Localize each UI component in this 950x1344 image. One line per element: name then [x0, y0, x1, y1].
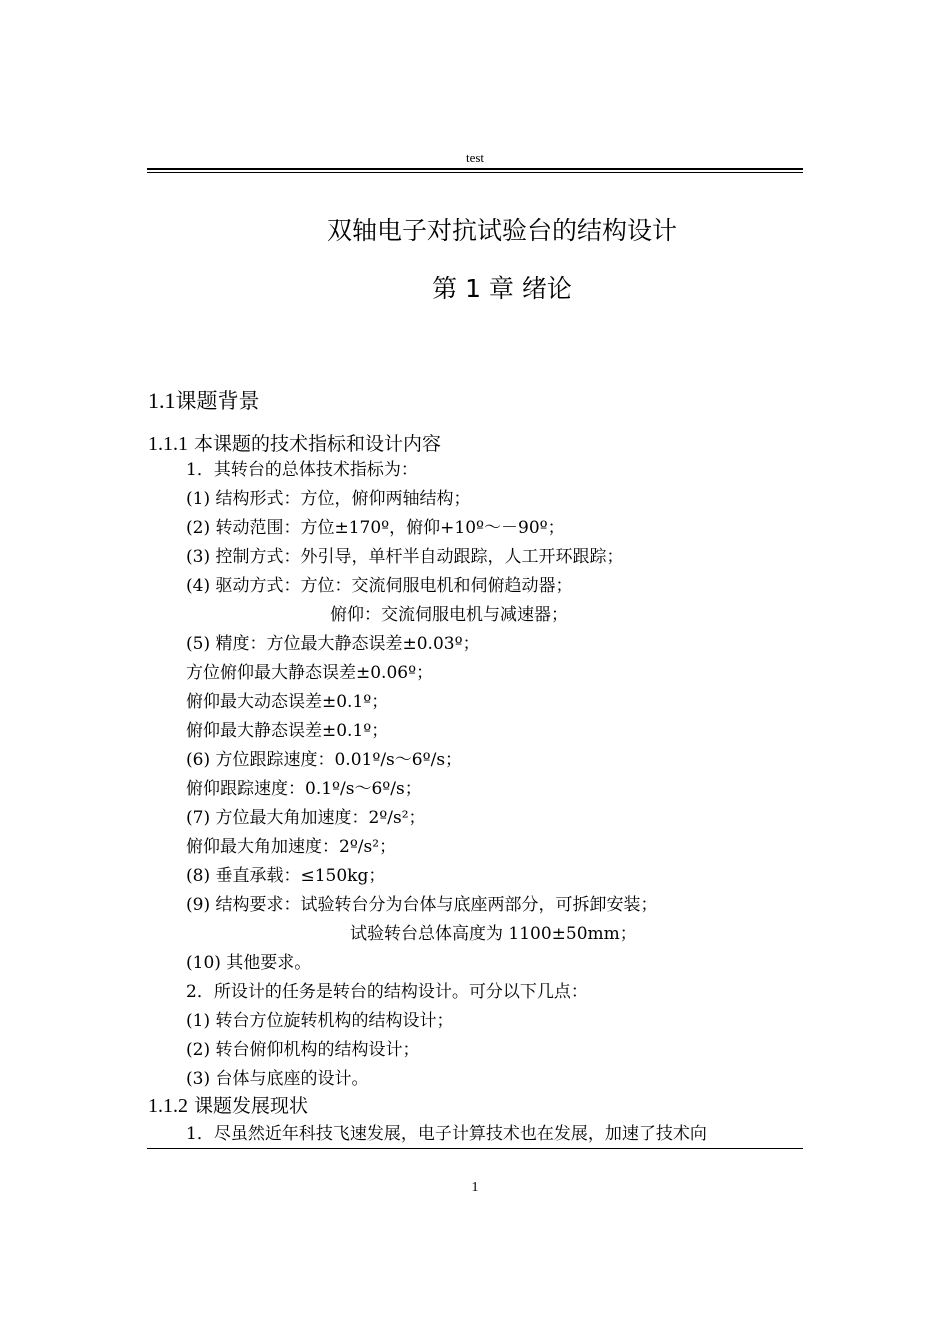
running-header: test	[465, 150, 485, 165]
header-rule-thin	[147, 172, 803, 173]
list-item: (3) 控制方式：外引导，单杆半自动跟踪，人工开环跟踪；	[186, 547, 624, 567]
list-item: (8) 垂直承载：≤150kg；	[186, 866, 386, 886]
list-item: (10) 其他要求。	[186, 953, 312, 973]
list-item: 方位俯仰最大静态误差±0.06º；	[186, 663, 434, 683]
list-item: 1．其转台的总体技术指标为：	[186, 460, 418, 480]
list-item: (2) 转动范围：方位±170º，俯仰+10º～－90º；	[186, 518, 565, 538]
subsection-title: 课题发展现状	[194, 1095, 309, 1117]
list-item: 俯仰最大动态误差±0.1º；	[186, 692, 389, 712]
subsection-number: 1.1.2	[148, 1095, 188, 1117]
list-item: (5) 精度：方位最大静态误差±0.03º；	[186, 634, 480, 654]
list-item: 俯仰最大静态误差±0.1º；	[186, 721, 389, 741]
chapter-title: 第 1 章 绪论	[432, 274, 572, 303]
paragraph-line: 1．尽虽然近年科技飞速发展，电子计算技术也在发展，加速了技术向	[186, 1124, 707, 1144]
list-item: (3) 台体与底座的设计。	[186, 1069, 369, 1089]
document-title: 双轴电子对抗试验台的结构设计	[326, 216, 677, 245]
list-item: (1) 结构形式：方位，俯仰两轴结构；	[186, 489, 471, 509]
list-item: (9) 结构要求：试验转台分为台体与底座两部分，可拆卸安装；	[186, 895, 658, 915]
list-item: (2) 转台俯仰机构的结构设计；	[186, 1040, 420, 1060]
list-item: 试验转台总体高度为 1100±50mm；	[350, 924, 637, 944]
subsection-number: 1.1.1	[148, 433, 188, 455]
section-title: 课题背景	[175, 389, 260, 413]
list-item: 俯仰跟踪速度：0.1º/s～6º/s；	[186, 779, 422, 799]
list-item: (6) 方位跟踪速度：0.01º/s～6º/s；	[186, 750, 463, 770]
list-item: 2．所设计的任务是转台的结构设计。可分以下几点：	[186, 982, 588, 1002]
header-rule-thick	[147, 168, 803, 170]
list-item: 俯仰：交流伺服电机与减速器；	[330, 605, 568, 625]
footer-rule	[147, 1148, 803, 1149]
list-item: (1) 转台方位旋转机构的结构设计；	[186, 1011, 454, 1031]
subsection-heading-2	[148, 1092, 308, 1120]
list-item: (7) 方位最大角加速度：2º/s²；	[186, 808, 426, 828]
page-number: 1	[471, 1180, 479, 1195]
section-heading	[148, 386, 260, 416]
subsection-title: 本课题的技术指标和设计内容	[194, 433, 442, 455]
list-item: 俯仰最大角加速度：2º/s²；	[186, 837, 397, 857]
subsection-heading-1	[148, 430, 441, 458]
section-number: 1.1	[148, 388, 176, 413]
list-item: (4) 驱动方式：方位：交流伺服电机和伺俯趋动器；	[186, 576, 573, 596]
